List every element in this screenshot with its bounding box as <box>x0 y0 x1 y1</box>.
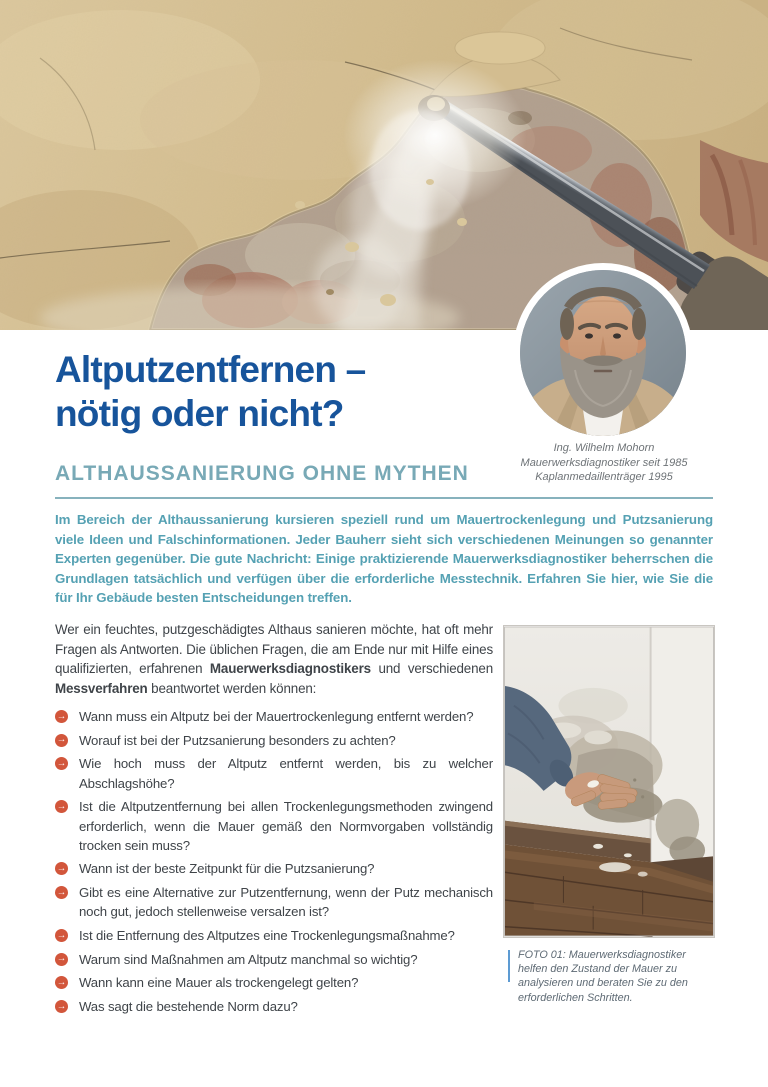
body-paragraph <box>55 620 493 698</box>
arrow-bullet-icon: → <box>56 929 67 941</box>
list-item <box>55 950 493 969</box>
arrow-bullet-icon: → <box>56 734 67 746</box>
figure-block <box>503 625 715 1005</box>
figure-caption-text: FOTO 01: Mauerwerksdiagnostiker helfen den Zustand der Mauer zu analysieren und beraten Sie zu den erforderlichen Schritten. <box>518 949 688 1004</box>
question-text: Was sagt die bestehende Norm dazu? <box>79 999 298 1015</box>
page-title <box>55 348 365 436</box>
body-bold-2: Messverfahren <box>55 680 148 696</box>
page-subtitle: ALTHAUSSANIERUNG OHNE MYTHEN <box>55 462 469 485</box>
divider-line <box>55 497 713 499</box>
expert-role: Mauerwerksdiagnostiker seit 1985 <box>520 456 688 469</box>
list-item <box>55 797 493 855</box>
main-text-column <box>55 620 493 1021</box>
arrow-bullet-icon: → <box>56 953 67 965</box>
question-text: Wann kann eine Mauer als trockengelegt gelten? <box>79 975 359 991</box>
list-item <box>55 859 493 878</box>
portrait-illustration <box>520 270 686 436</box>
expert-name: Ing. Wilhelm Mohorn <box>553 442 655 454</box>
page-title-line2: nötig oder nicht? <box>55 393 344 434</box>
arrow-bullet-icon: → <box>56 801 67 813</box>
question-text: Warum sind Maßnahmen am Altputz manchmal so wichtig? <box>79 951 418 967</box>
list-item <box>55 883 493 921</box>
list-item <box>55 731 493 750</box>
question-text: Wann ist der beste Zeitpunkt für die Putzsanierung? <box>79 861 375 877</box>
list-item <box>55 926 493 945</box>
arrow-bullet-icon: → <box>56 758 67 770</box>
arrow-bullet-icon: → <box>56 977 67 989</box>
question-text: Gibt es eine Alternative zur Putzentfernung, wenn der Putz mechanisch noch gut, jedoch stellenweise versalzen ist? <box>79 885 493 920</box>
question-text: Ist die Altputzentfernung bei allen Trockenlegungsmethoden zwingend erforderlich, wenn die Mauer gemäß den Normvorgaben vollständig trocken sein muss? <box>79 799 493 853</box>
page-title-line1: Altputzentfernen – <box>55 349 366 390</box>
body-text-3: beantwortet werden können: <box>147 680 317 696</box>
arrow-bullet-icon: → <box>56 886 67 898</box>
question-text: Wie hoch muss der Altputz entfernt werden, bis zu welcher Abschlagshöhe? <box>79 756 493 791</box>
list-item <box>55 707 493 726</box>
body-text-2: und verschiedenen <box>370 661 493 676</box>
expert-portrait-avatar <box>513 263 693 443</box>
arrow-bullet-icon: → <box>56 863 67 875</box>
question-list <box>55 707 493 1016</box>
body-text-1: Wer ein feuchtes, putzgeschädigtes Althaus sanieren möchte, hat oft mehr Fragen als Antworten. Die üblichen Fragen, die am Ende nur mit Hilfe eines qualifizierten, erfahrenen <box>55 622 493 676</box>
list-item <box>55 754 493 792</box>
question-text: Worauf ist bei der Putzsanierung besonders zu achten? <box>79 732 396 748</box>
arrow-bullet-icon: → <box>56 1000 67 1012</box>
expert-award: Kaplanmedaillenträger 1995 <box>535 471 673 483</box>
figure-caption <box>503 948 715 1005</box>
list-item <box>55 997 493 1016</box>
question-text: Ist die Entfernung des Altputzes eine Trockenlegungsmaßnahme? <box>79 928 455 944</box>
portrait-caption <box>494 441 714 485</box>
caption-accent-bar <box>508 950 510 982</box>
question-text: Wann muss ein Altputz bei der Mauertrockenlegung entfernt werden? <box>79 709 474 724</box>
body-bold-1: Mauerwerksdiagnostikers <box>209 661 371 676</box>
intro-paragraph: Im Bereich der Althaussanierung kursieren speziell rund um Mauertrockenlegung und Putzsanierung viele Ideen und Falschinformationen. Jeder Bauherr sieht sich verschiedenen Meinungen so genannter Experten gegenüber. Die gute Nachricht: Einige praktizierende Mauerwerksdiagnostiker beherrschen die Grundlagen tatsächlich und verfügen über die erforderliche Messtechnik. Erfahren Sie hier, wie Sie die für Ihr Gebäude besten Entscheidungen treffen. <box>55 512 713 606</box>
figure-photo <box>503 625 715 938</box>
arrow-bullet-icon: → <box>56 710 67 722</box>
list-item <box>55 973 493 992</box>
